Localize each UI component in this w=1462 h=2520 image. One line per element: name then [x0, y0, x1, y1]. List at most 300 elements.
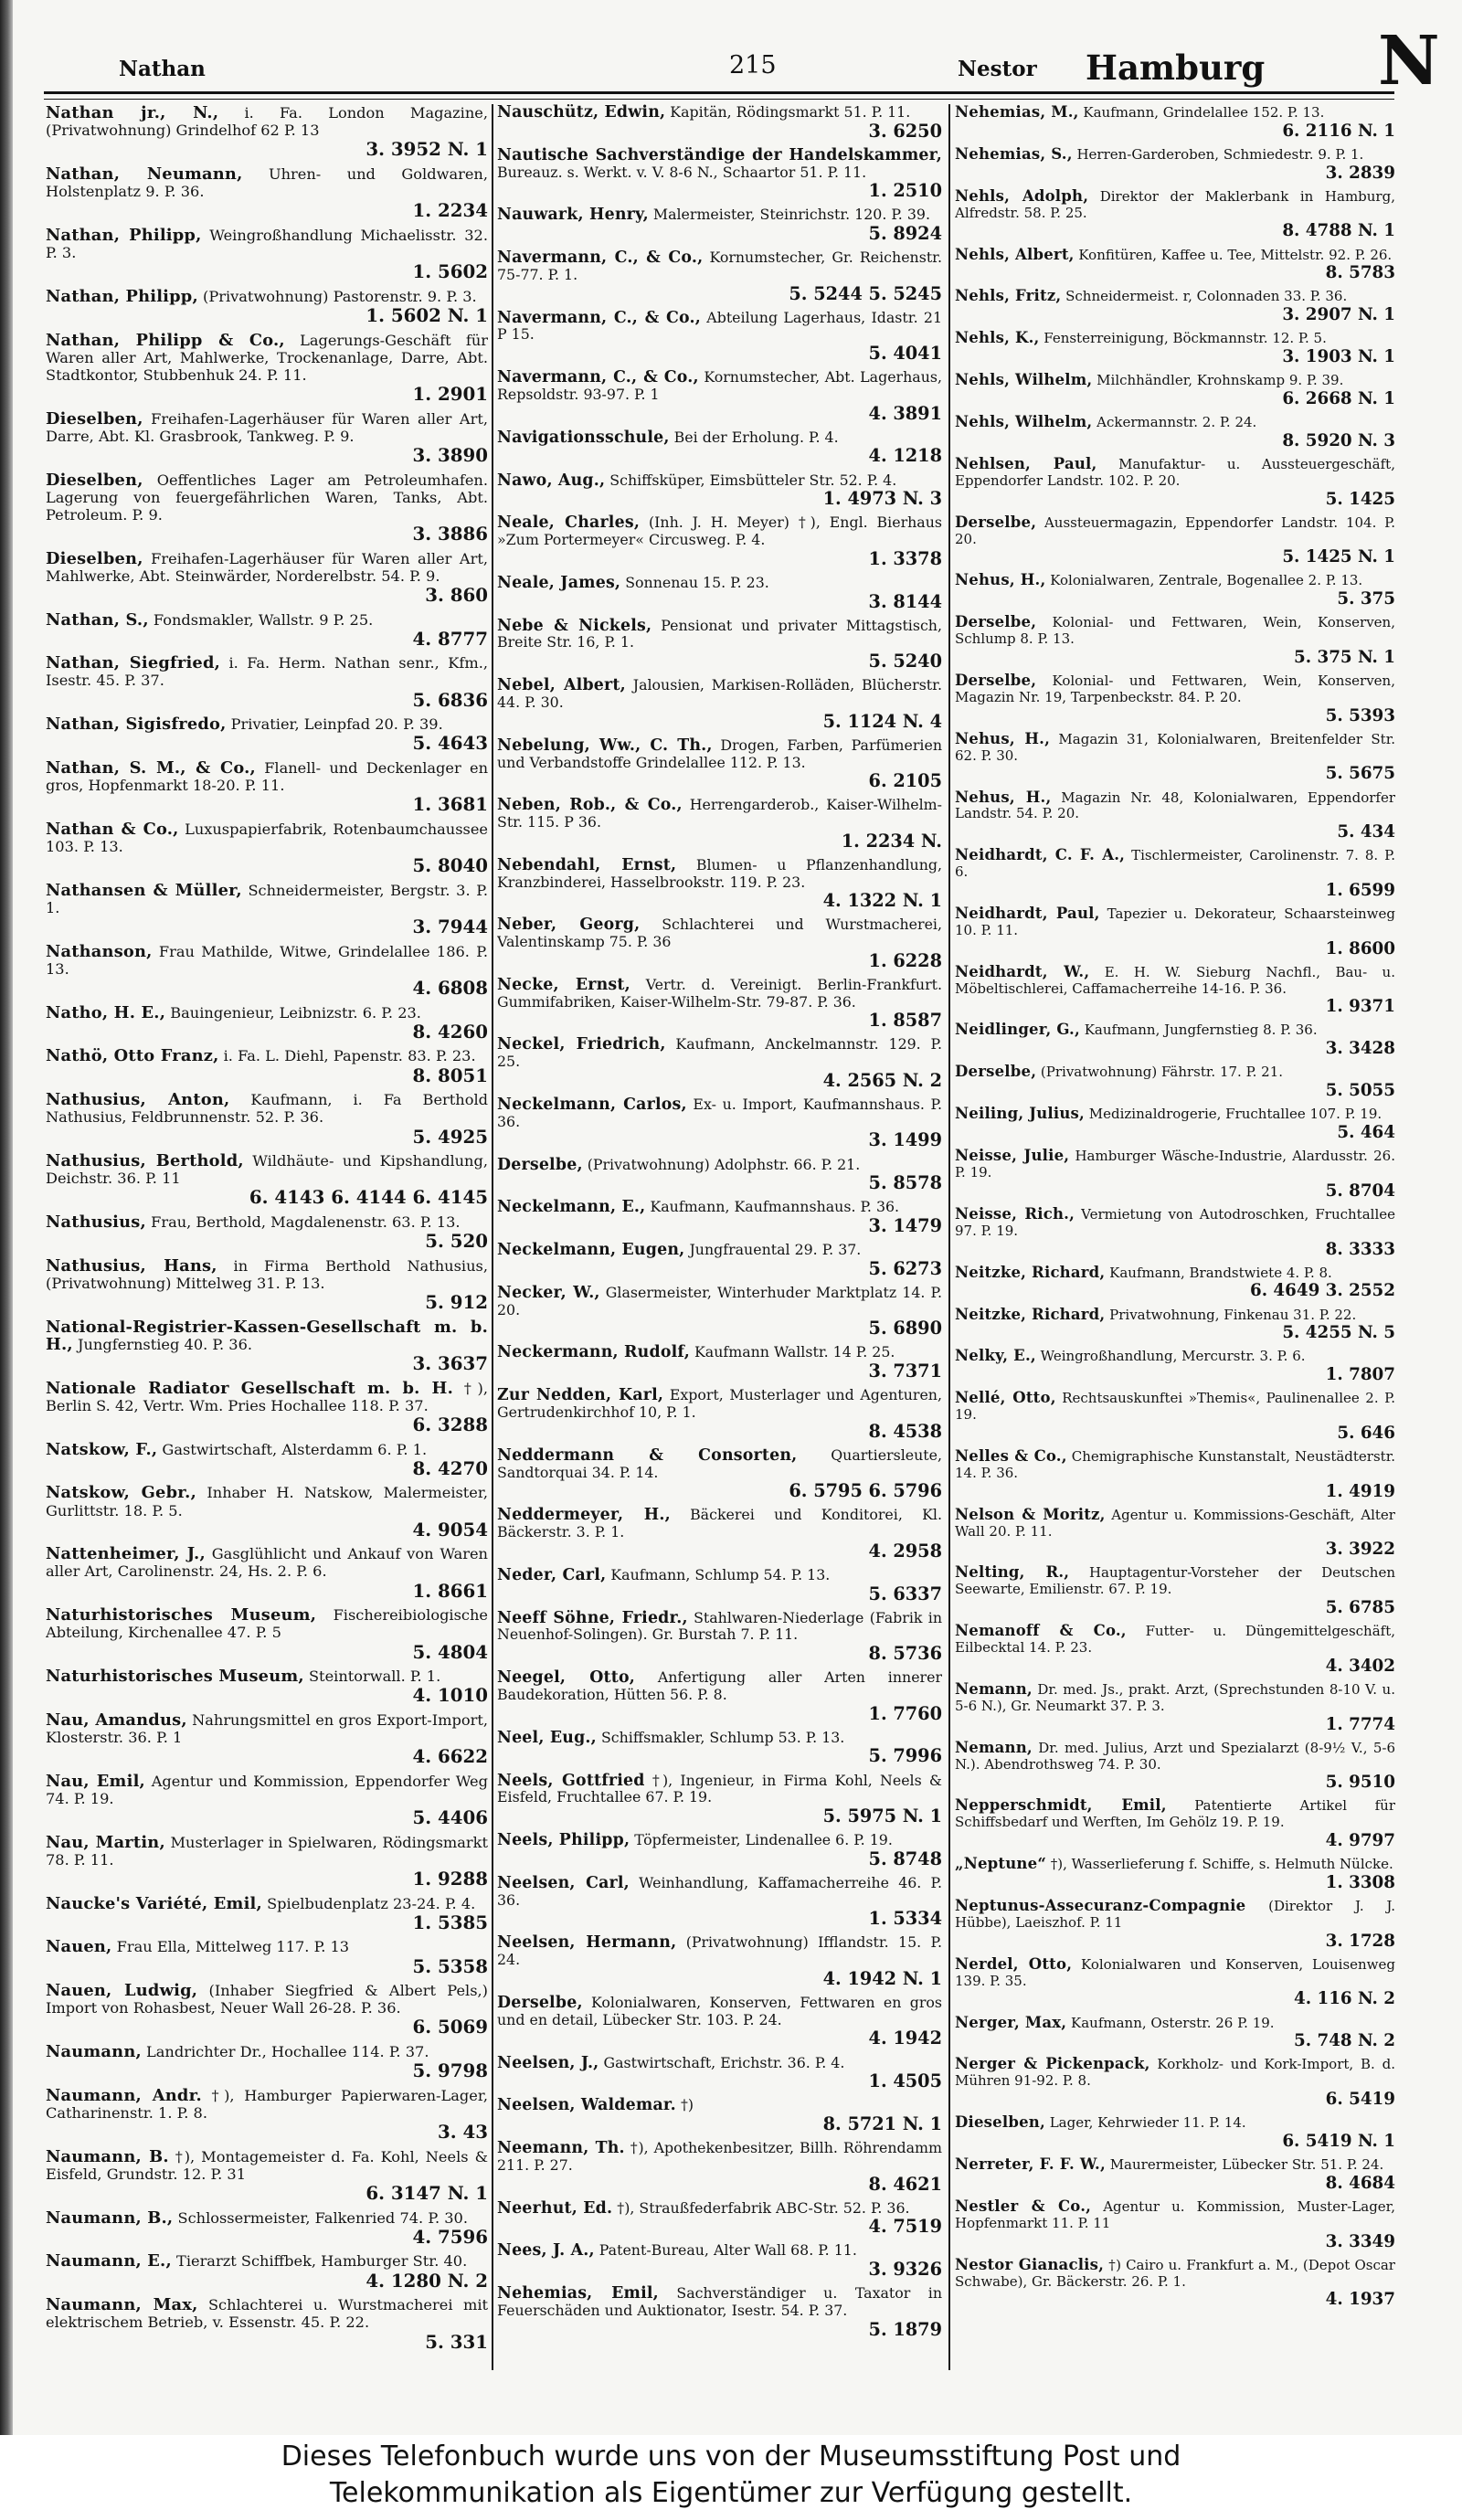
entry-name: Neelsen, Carl,: [497, 1873, 630, 1892]
directory-entry: [497, 147, 942, 202]
directory-entry: [497, 618, 942, 672]
entry-details: Schneidermeist. r, Colonnaden 33. P. 36.: [1065, 288, 1348, 305]
directory-entry: [46, 1152, 488, 1208]
page-header: [44, 22, 1440, 101]
entry-name: Nathusius, Berthold,: [46, 1151, 244, 1171]
entry-name: Nepperschmidt, Emil,: [955, 1796, 1167, 1815]
entry-phone: 3. 3890: [412, 443, 488, 466]
entry-details: Kolonialwaren und Konserven, Louisenweg 139. P. 35.: [955, 1955, 1395, 1989]
entry-name: Neckelmann, Carlos,: [497, 1095, 687, 1114]
entry-name: Dieselben,: [46, 548, 143, 568]
binding-edge: [0, 0, 13, 2435]
entry-details: Hamburger Wäsche-Industrie, Alardusstr. 26. P. 19.: [955, 1148, 1395, 1181]
entry-name: Navermann, C., & Co.,: [497, 249, 704, 268]
entry-phone: 5. 4406: [412, 1806, 488, 1829]
directory-entry: [46, 1047, 488, 1085]
entry-details: Kolonial- und Fettwaren, Wein, Konserven, Magazin Nr. 19, Tarpenbeckstr. 84. P. 20.: [955, 672, 1395, 705]
entry-phone: 8. 4260: [412, 1020, 488, 1043]
entry-details: E. H. W. Sieburg Nachfl., Bau- u. Möbeltischlerei, Caffamacherreihe 14-16. P. 36.: [955, 963, 1395, 997]
entry-phone: 4. 9797: [1325, 1831, 1395, 1851]
entry-phone: 1. 3308: [1325, 1873, 1395, 1892]
entry-phone: 5. 1124 N. 4: [822, 710, 942, 732]
entry-details: Patentierte Artikel für Schiffsbedarf und Werften, Im Gehölz 19. P. 19.: [955, 1797, 1395, 1831]
entry-name: Nathanson,: [46, 941, 153, 961]
entry-name: Nellé, Otto,: [955, 1389, 1056, 1407]
entry-name: Neegel, Otto,: [497, 1668, 635, 1688]
entry-details: Agentur und Kommission, Eppendorfer Weg 74. P. 19.: [46, 1772, 488, 1807]
directory-entry: [955, 2114, 1395, 2151]
entry-details: †), Wasserlieferung f. Schiffe, s. Helmuth Nülcke.: [1050, 1856, 1393, 1873]
entry-details: Rechtsauskunftei »Themis«, Paulinenallee 2. P. 19.: [955, 1390, 1395, 1424]
header-city: Hamburg: [1086, 48, 1266, 88]
entry-phone: 5. 331: [425, 2330, 488, 2353]
header-left-name: Nathan: [119, 57, 206, 81]
directory-entry: [46, 227, 488, 282]
directory-entry: [955, 1681, 1395, 1734]
entry-details: †), Straußfederfabrik ABC-Str. 52. P. 36.: [617, 2198, 910, 2217]
entry-details: Ex- u. Import, Kaufmannshaus. P. 36.: [497, 1095, 942, 1130]
entry-details: Fensterreinigung, Böckmannstr. 12. P. 5.: [1044, 330, 1327, 347]
directory-entry: [955, 104, 1395, 141]
entry-details: i. Fa. Herm. Nathan senr., Kfm., Isestr. 45. P. 37.: [46, 654, 488, 690]
entry-details: Milchhändler, Krohnskamp 9. P. 39.: [1096, 372, 1344, 389]
entry-details: Flanell- und Deckenlager en gros, Hopfenmarkt 18-20. P. 11.: [46, 758, 488, 795]
entry-details: Vertr. d. Vereinigt. Berlin-Frankfurt. Gummifabriken, Kaiser-Wilhelm-Str. 79-87. P. 36.: [497, 975, 942, 1011]
entry-details: Gasglühlicht und Ankauf von Waren aller Art, Carolinenstr. 24, Hs. 2. P. 6.: [46, 1545, 488, 1581]
entry-details: Kolonialwaren, Konserven, Fettwaren en gros und en detail, Lübecker Str. 103. P. 24.: [497, 1993, 942, 2028]
entry-phone: 6. 2116 N. 1: [1282, 121, 1395, 141]
entry-details: (Privatwohnung) Adolphstr. 66. P. 21.: [587, 1155, 861, 1173]
directory-entry: [955, 247, 1395, 283]
entry-details: †), Ingenieur, in Firma Kohl, Neels & Eisfeld, Fruchtallee 67. P. 19.: [497, 1771, 942, 1806]
entry-phone: 5. 646: [1337, 1423, 1395, 1443]
entry-phone: 3. 1479: [868, 1215, 942, 1237]
directory-entry: [46, 1938, 488, 1976]
entry-name: Derselbe,: [955, 513, 1037, 531]
entry-details: Kaufmann, Brandstwiete 4. P. 8.: [1109, 1264, 1332, 1281]
entry-phone: 5. 8924: [868, 223, 942, 245]
entry-details: Kornumstecher, Gr. Reichenstr. 75-77. P. 1.: [497, 249, 942, 283]
entry-phone: 6. 3147 N. 1: [366, 2182, 488, 2205]
entry-details: Aussteuermagazin, Eppendorfer Landstr. 104. P. 20.: [955, 514, 1395, 547]
directory-entry: [955, 572, 1395, 609]
directory-entry: [955, 1265, 1395, 1301]
entry-details: Konfitüren, Kaffee u. Tee, Mittelstr. 92. P. 26.: [1078, 246, 1393, 263]
entry-details: Steintorwall. P. 1.: [308, 1668, 441, 1686]
entry-phone: 1. 5602 N. 1: [366, 303, 488, 326]
entry-phone: 4. 6808: [412, 977, 488, 1000]
directory-entry: [46, 1711, 488, 1767]
directory-entry: [955, 1022, 1395, 1058]
entry-details: Kaufmann, i. Fa Berthold Nathusius, Feldbrunnenstr. 52. P. 36.: [46, 1091, 488, 1127]
entry-phone: 5. 4643: [412, 732, 488, 755]
directory-entry: [955, 2198, 1395, 2251]
entry-name: Nebelung, Ww., C. Th.,: [497, 736, 713, 755]
directory-entry: [955, 414, 1395, 450]
directory-entry: [46, 1773, 488, 1828]
directory-entry: [46, 550, 488, 606]
entry-phone: 5. 375 N. 1: [1294, 648, 1395, 668]
directory-entry: [46, 715, 488, 754]
entry-name: Nelson & Moritz,: [955, 1505, 1106, 1523]
entry-details: Freihafen-Lagerhäuser für Waren aller Art, Darre, Abt. Kl. Grasbrook, Tankweg. P. 9.: [46, 409, 488, 445]
entry-name: Derselbe,: [955, 613, 1037, 631]
directory-entry: [955, 1206, 1395, 1259]
entry-details: Kaufmann, Kaufmannshaus. P. 36.: [650, 1198, 900, 1216]
entry-details: Tischlermeister, Carolinenstr. 7. 8. P. 6.: [955, 847, 1395, 881]
directory-entry: [46, 165, 488, 221]
directory-entry: [46, 288, 488, 326]
entry-phone: 4. 3402: [1325, 1656, 1395, 1676]
entry-details: (Privatwohnung) Ifflandstr. 15. P. 24.: [497, 1933, 942, 1969]
entry-phone: 4. 1942 N. 1: [822, 1967, 942, 1989]
entry-name: Navigationsschule,: [497, 428, 670, 447]
entry-phone: 1. 4973 N. 3: [822, 488, 942, 510]
directory-entry: [46, 1213, 488, 1252]
entry-details: Anfertigung aller Arten innerer Baudekoration, Hütten 56. P. 8.: [497, 1668, 942, 1703]
entry-phone: 3. 860: [425, 583, 488, 606]
entry-phone: 5. 6890: [868, 1318, 942, 1339]
directory-entry: [46, 1545, 488, 1601]
entry-details: Fondsmakler, Wallstr. 9 P. 25.: [153, 610, 374, 629]
entry-details: Agentur u. Kommissions-Geschäft, Alter Wall 20. P. 11.: [955, 1506, 1395, 1540]
entry-details: Kaufmann, Jungfernstieg 8. P. 36.: [1084, 1022, 1318, 1039]
entry-phone: 5. 5675: [1325, 764, 1395, 784]
entry-details: Oeffentliches Lager am Petroleumhafen. Lagerung von feuergefährlichen Waren, Tanks, Abt. Petroleum. P. 9.: [46, 471, 488, 524]
entry-details: Bei der Erholung. P. 4.: [673, 428, 839, 446]
entry-phone: 5. 8748: [868, 1848, 942, 1869]
entry-details: Kolonialwaren, Zentrale, Bogenallee 2. P. 13.: [1050, 572, 1363, 589]
entry-details: (Direktor J. J. Hübbe), Laeiszhof. P. 11: [955, 1898, 1395, 1931]
entry-details: Frau Ella, Mittelweg 117. P. 13: [116, 1938, 350, 1956]
entry-name: Neidhardt, W.,: [955, 962, 1090, 980]
directory-entry: [497, 1832, 942, 1869]
entry-name: Natskow, F.,: [46, 1439, 158, 1459]
entry-phone: 4. 1280 N. 2: [366, 2269, 488, 2292]
directory-entry: [46, 943, 488, 999]
entry-phone: 1. 5602: [412, 260, 488, 283]
directory-entry: [46, 410, 488, 466]
directory-entry: [955, 1740, 1395, 1793]
entry-details: Jungfrauental 29. P. 37.: [689, 1241, 862, 1259]
directory-entry: [955, 514, 1395, 567]
entry-name: Nees, J. A.,: [497, 2241, 595, 2261]
entry-phone: 5. 5240: [868, 651, 942, 672]
entry-name: Nehls, K.,: [955, 329, 1040, 347]
entry-name: Neptunus-Assecuranz-Compagnie: [955, 1897, 1246, 1915]
directory-entry: [46, 1004, 488, 1043]
entry-phone: 6. 2668 N. 1: [1282, 389, 1395, 409]
entry-details: Quartiersleute, Sandtorquai 34. P. 14.: [497, 1445, 942, 1481]
directory-entry: [955, 1507, 1395, 1560]
directory-entry: [955, 964, 1395, 1017]
entry-phone: 3. 3886: [412, 523, 488, 545]
page-number: 215: [729, 51, 777, 79]
entry-name: Nerger, Max,: [955, 2013, 1067, 2031]
entry-phone: 6. 4649 3. 2552: [1249, 1281, 1395, 1301]
directory-entry: [955, 146, 1395, 183]
directory-entry: [497, 1447, 942, 1502]
entry-phone: 5. 748 N. 2: [1294, 2031, 1395, 2051]
entry-phone: 1. 6228: [868, 949, 942, 971]
entry-phone: 1. 8587: [868, 1010, 942, 1032]
entry-name: Neelsen, Hermann,: [497, 1933, 677, 1953]
entry-details: Dr. med. Js., prakt. Arzt, (Sprechstunden 8-10 V. u. 5-6 N.), Gr. Neumarkt 37. P. 3.: [955, 1680, 1395, 1714]
entry-details: (Privatwohnung) Pastorenstr. 9. P. 3.: [203, 287, 477, 305]
entry-details: Spielbudenplatz 23-24. P. 4.: [267, 1894, 476, 1912]
entry-details: Glasermeister, Winterhuder Marktplatz 14. P. 20.: [497, 1283, 942, 1318]
entry-name: Nathan, Philipp & Co.,: [46, 330, 285, 350]
entry-name: Derselbe,: [955, 672, 1037, 690]
entry-phone: 4. 9054: [412, 1518, 488, 1541]
entry-name: Nehls, Wilhelm,: [955, 371, 1093, 389]
directory-entry: [497, 737, 942, 792]
entry-phone: 4. 1218: [868, 445, 942, 467]
directory-entry: [497, 104, 942, 142]
entry-phone: 4. 8777: [412, 627, 488, 650]
entry-phone: 3. 1499: [868, 1129, 942, 1151]
directory-entry: [497, 575, 942, 612]
directory-entry: [955, 2257, 1395, 2310]
entry-details: Schlachterei und Wurstmacherei, Valentinskamp 75. P. 36: [497, 916, 942, 951]
entry-name: Nau, Martin,: [46, 1832, 165, 1852]
entry-phone: 5. 520: [425, 1230, 488, 1253]
entry-details: (Privatwohnung) Fährstr. 17. P. 21.: [1040, 1064, 1284, 1081]
entry-name: Derselbe,: [497, 1155, 583, 1174]
entry-phone: 5. 8578: [868, 1172, 942, 1194]
entry-name: Naumann, Andr.: [46, 2085, 202, 2105]
entry-name: Nehemias, Emil,: [497, 2284, 659, 2303]
entry-phone: 6. 4143 6. 4144 6. 4145: [249, 1186, 488, 1209]
entry-details: Gastwirtschaft, Erichstr. 36. P. 4.: [603, 2053, 845, 2071]
entry-details: i. Fa. L. Diehl, Papenstr. 83. P. 23.: [223, 1047, 476, 1065]
entry-phone: 1. 6599: [1325, 880, 1395, 900]
entry-name: Naumann, E.,: [46, 2251, 172, 2271]
entry-phone: 1. 4505: [868, 2070, 942, 2092]
entry-details: Weinhandlung, Kaffamacherreihe 46. P. 36.: [497, 1873, 942, 1909]
entry-name: Nathan, Siegfried,: [46, 653, 221, 673]
entry-details: Musterlager in Spielwaren, Rödingsmarkt 78. P. 11.: [46, 1833, 488, 1869]
directory-entry: [497, 429, 942, 467]
entry-phone: 3. 7371: [868, 1361, 942, 1382]
entry-phone: 3. 3349: [1325, 2231, 1395, 2251]
entry-details: Export, Musterlager und Agenturen, Gertrudenkirchhof 10, P. 1.: [497, 1386, 942, 1421]
entry-phone: 1. 8600: [1325, 938, 1395, 958]
entry-phone: 5. 5393: [1325, 705, 1395, 725]
entry-phone: 5. 375: [1337, 589, 1395, 609]
entry-phone: 5. 9510: [1325, 1773, 1395, 1793]
directory-entry: [497, 1242, 942, 1279]
directory-entry: [46, 104, 488, 160]
directory-entry: [497, 1610, 942, 1665]
directory-entry: [46, 2087, 488, 2143]
entry-name: Nathan jr., N.,: [46, 104, 219, 122]
entry-details: (Inh. J. H. Meyer) †), Engl. Bierhaus »Zum Portermeyer« Circusweg. P. 4.: [497, 514, 942, 549]
entry-details: Magazin Nr. 48, Kolonialwaren, Eppendorfer Landstr. 54. P. 20.: [955, 789, 1395, 822]
entry-phone: 5. 434: [1337, 822, 1395, 842]
directory-entry: [497, 1669, 942, 1724]
entry-phone: 8. 5783: [1325, 263, 1395, 283]
entry-name: Nebel, Albert,: [497, 676, 626, 695]
entry-phone: 5. 9798: [412, 2059, 488, 2082]
entry-phone: 8. 4270: [412, 1456, 488, 1479]
entry-phone: 5. 464: [1337, 1123, 1395, 1143]
entry-name: Natskow, Gebr.,: [46, 1483, 196, 1503]
directory-entry: [955, 188, 1395, 241]
directory-entry: [497, 2285, 942, 2340]
entry-details: †), Montagemeister d. Fa. Kohl, Neels & Eisfeld, Grundstr. 12. P. 31: [46, 2147, 488, 2183]
entry-phone: 4. 2565 N. 2: [822, 1069, 942, 1091]
entry-details: Abteilung Lagerhaus, Idastr. 21 P 15.: [497, 308, 942, 344]
entry-phone: 5. 6785: [1325, 1598, 1395, 1618]
entry-details: Töpfermeister, Lindenallee 6. P. 19.: [634, 1831, 893, 1849]
entry-name: Nehus, H.,: [955, 788, 1052, 806]
entry-name: Nerreter, F. F. W.,: [955, 2155, 1106, 2174]
entry-phone: 1. 2234: [412, 199, 488, 222]
entry-name: Nestor Gianaclis,: [955, 2255, 1105, 2273]
entry-details: Frau Mathilde, Witwe, Grindelallee 186. P. 13.: [46, 942, 488, 978]
column-3: [955, 104, 1395, 2366]
entry-details: i. Fa. London Magazine, (Privatwohnung) Grindelhof 62 P. 13: [46, 104, 488, 140]
entry-name: Neitzke, Richard,: [955, 1263, 1106, 1281]
directory-entry: [46, 611, 488, 650]
directory-entry: [955, 1348, 1395, 1384]
entry-phone: 5. 4804: [412, 1640, 488, 1663]
entry-details: Jungfernstieg 40. P. 36.: [78, 1335, 253, 1353]
entry-phone: 8. 3333: [1325, 1239, 1395, 1259]
entry-details: Futter- u. Düngemittelgeschäft, Eilbecktal 14. P. 23.: [955, 1623, 1395, 1657]
footer-line-2: Telekommunikation als Eigentümer zur Verfügung gestellt.: [329, 2477, 1133, 2509]
entry-details: Luxuspapierfabrik, Rotenbaumchaussee 103. P. 13.: [46, 820, 488, 856]
directory-entry: [955, 1448, 1395, 1501]
entry-phone: 3. 2907 N. 1: [1282, 305, 1395, 325]
entry-details: Kolonial- und Fettwaren, Wein, Konserven, Schlump 8. P. 13.: [955, 614, 1395, 648]
entry-name: Derselbe,: [497, 1993, 583, 2012]
entry-phone: 8. 5920 N. 3: [1282, 430, 1395, 450]
entry-details: Gastwirtschaft, Alsterdamm 6. P. 1.: [162, 1440, 428, 1458]
directory-entry: [46, 2296, 488, 2352]
entry-name: Neddermeyer, H.,: [497, 1506, 671, 1525]
entry-details: Schlossermeister, Falkenried 74. P. 30.: [177, 2208, 468, 2227]
entry-name: Navermann, C., & Co.,: [497, 308, 701, 327]
entry-name: Nehls, Fritz,: [955, 287, 1062, 305]
entry-phone: 5. 4041: [868, 343, 942, 365]
entry-phone: 5. 1425: [1325, 489, 1395, 509]
entry-name: Nemann,: [955, 1679, 1033, 1698]
directory-entry: [497, 2200, 942, 2238]
directory-entry: [497, 1567, 942, 1604]
directory-entry: [497, 977, 942, 1032]
entry-details: Direktor der Maklerbank in Hamburg, Alfredstr. 58. P. 25.: [955, 187, 1395, 221]
entry-details: Wildhäute- und Kipshandlung, Deichstr. 36. P. 11: [46, 1152, 488, 1188]
directory-entry: [46, 821, 488, 876]
directory-entry: [46, 759, 488, 815]
entry-details: Privatwohnung, Finkenau 31. P. 22.: [1109, 1306, 1357, 1323]
entry-phone: 6. 5419 N. 1: [1282, 2131, 1395, 2151]
directory-entry: [46, 1318, 488, 1374]
entry-details: Medizinaldrogerie, Fruchtallee 107. P. 19.: [1088, 1106, 1383, 1123]
entry-phone: 5. 5975 N. 1: [822, 1805, 942, 1826]
column-2: [497, 104, 942, 2366]
entry-phone: 3. 3952 N. 1: [366, 138, 488, 161]
directory-entry: [955, 2156, 1395, 2193]
entry-details: Manufaktur- u. Aussteuergeschäft, Eppendorfer Landstr. 102. P. 20.: [955, 455, 1395, 489]
entry-phone: 8. 5736: [868, 1643, 942, 1665]
directory-entry: [955, 1898, 1395, 1951]
entry-details: Lagerungs-Geschäft für Waren aller Art, Mahlwerke, Trockenanlage, Darre, Abt. Stadtkontor, Stubbenhuk 24. P. 11.: [46, 331, 488, 384]
entry-name: Necke, Ernst,: [497, 975, 630, 994]
entry-phone: 4. 7519: [868, 2216, 942, 2238]
entry-phone: 1. 9371: [1325, 997, 1395, 1017]
entry-name: Nauschütz, Edwin,: [497, 104, 666, 122]
directory-entry: [497, 472, 942, 510]
header-letter: N: [1378, 22, 1440, 101]
entry-name: Neder, Carl,: [497, 1565, 607, 1584]
directory-entry: [497, 1344, 942, 1382]
entry-name: Nehls, Wilhelm,: [955, 413, 1093, 431]
entry-name: Navermann, C., & Co.,: [497, 368, 699, 387]
entry-phone: 3. 7944: [412, 916, 488, 938]
entry-name: Nelky, E.,: [955, 1347, 1036, 1365]
entry-details: Korkholz- und Kork-Import, B. d. Mühren 91-92. P. 8.: [955, 2056, 1395, 2090]
entry-details: Malermeister, Steinrichstr. 120. P. 39.: [652, 206, 930, 224]
directory-entry: [955, 789, 1395, 842]
entry-phone: 1. 3378: [868, 547, 942, 569]
entry-details: Bauingenieur, Leibnizstr. 6. P. 23.: [170, 1003, 421, 1022]
entry-name: Nathan, Philipp,: [46, 225, 202, 245]
directory-entry: [955, 847, 1395, 900]
entry-name: Neemann, Th.: [497, 2139, 625, 2158]
entry-name: Nehls, Albert,: [955, 245, 1075, 263]
directory-entry: [955, 288, 1395, 324]
entry-name: Nelles & Co.,: [955, 1447, 1067, 1466]
entry-name: Neeff Söhne, Friedr.,: [497, 1608, 688, 1627]
directory-entry: [497, 1875, 942, 1930]
entry-phone: 8. 4684: [1325, 2173, 1395, 2193]
directory-entry: [497, 2242, 942, 2280]
entry-details: Maurermeister, Lübecker Str. 51. P. 24.: [1109, 2156, 1384, 2174]
directory-entry: [955, 2015, 1395, 2051]
entry-phone: 1. 7774: [1325, 1714, 1395, 1734]
entry-phone: 5. 5358: [412, 1954, 488, 1977]
directory-entry: [46, 1091, 488, 1147]
entry-name: Nau, Emil,: [46, 1771, 145, 1791]
directory-entry: [955, 1148, 1395, 1201]
entry-name: Nathan, Philipp,: [46, 286, 198, 306]
entry-name: Nathan, S.,: [46, 609, 149, 630]
entry-details: Schlachterei u. Wurstmacherei mit elektrischem Betrieb, v. Essenstr. 45. P. 22.: [46, 2296, 488, 2332]
directory-entry: [955, 614, 1395, 667]
directory-entry: [955, 372, 1395, 408]
entry-name: Nathusius, Hans,: [46, 1255, 217, 1276]
entry-phone: 1. 2510: [868, 180, 942, 202]
entry-name: Nathan & Co.,: [46, 819, 179, 839]
entry-details: Kapitän, Rödingsmarkt 51. P. 11.: [670, 104, 911, 121]
entry-details: in Firma Berthold Nathusius, (Privatwohnung) Mittelweg 31. P. 13.: [46, 1256, 488, 1292]
directory-entry: [46, 1834, 488, 1890]
entry-details: Hauptagentur-Vorsteher der Deutschen Seewarte, Emilienstr. 67. P. 19.: [955, 1564, 1395, 1598]
directory-entry: [497, 857, 942, 912]
directory-entry: [497, 206, 942, 244]
entry-details: Weingroßhandlung Michaelisstr. 32. P. 3.: [46, 226, 488, 261]
entry-phone: 5. 912: [425, 1291, 488, 1314]
entry-details: Kaufmann Wallstr. 14 P. 25.: [694, 1343, 895, 1361]
entry-name: Naumann, B.,: [46, 2208, 174, 2228]
entry-details: Lager, Kehrwieder 11. P. 14.: [1049, 2114, 1246, 2132]
directory-entry: [955, 456, 1395, 509]
entry-name: Nehlsen, Paul,: [955, 454, 1097, 472]
entry-name: Neale, Charles,: [497, 514, 641, 533]
